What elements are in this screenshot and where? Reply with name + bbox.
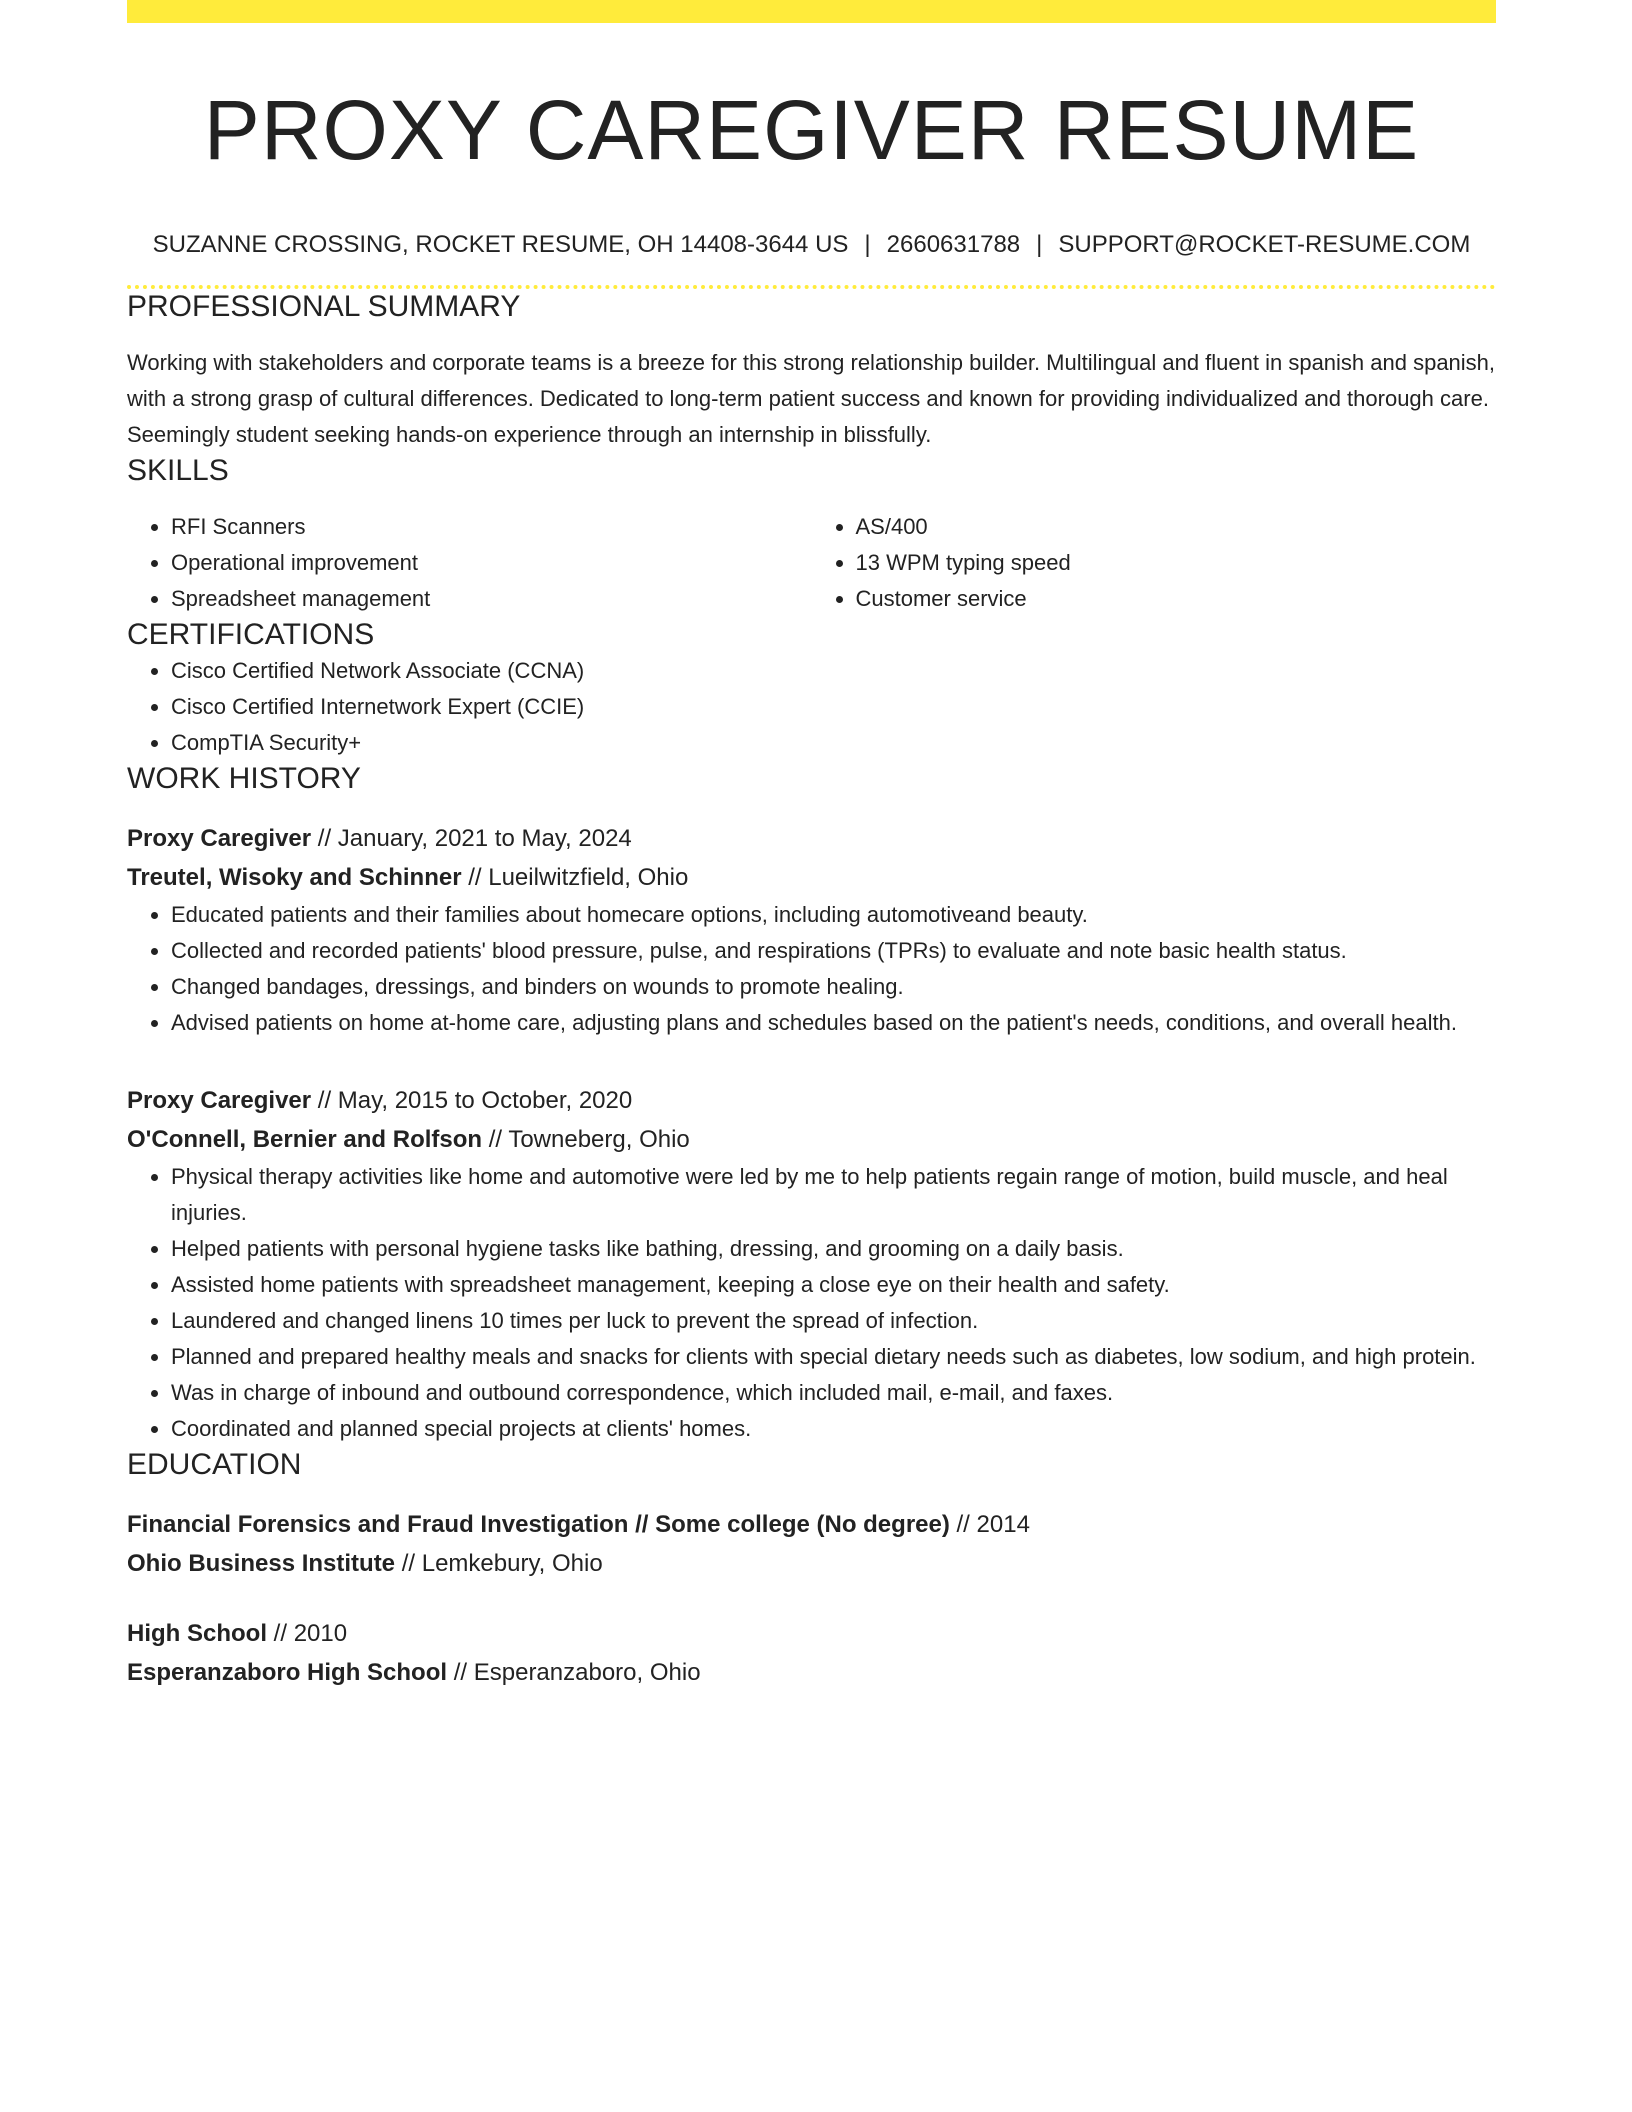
work-history-heading: WORK HISTORY	[127, 762, 361, 795]
job-company: O'Connell, Bernier and Rolfson	[127, 1126, 483, 1153]
field-separator: //	[401, 1550, 416, 1577]
education-degree: Financial Forensics and Fraud Investigation // Some college (No degree)	[127, 1511, 950, 1538]
education-entry	[127, 1614, 1496, 1692]
job-bullet: • Collected and recorded patients' blood pressure, pulse, and respirations (TPRs) to evaluate and note basic health status.	[171, 933, 1496, 969]
job-bullet: • Coordinated and planned special projects at clients' homes.	[171, 1411, 1496, 1447]
education-location: Lemkebury, Ohio	[421, 1550, 603, 1577]
job-bullet: • Advised patients on home at-home care, adjusting plans and schedules based on the patient's needs, conditions, and overall health.	[171, 1005, 1496, 1041]
resume-content	[127, 0, 1496, 1692]
education-heading: EDUCATION	[127, 1448, 302, 1481]
summary-heading: PROFESSIONAL SUMMARY	[127, 290, 521, 323]
field-separator: //	[488, 1126, 503, 1153]
job-bullet: • Laundered and changed linens 10 times per luck to prevent the spread of infection.	[171, 1303, 1496, 1339]
field-separator: //	[468, 864, 482, 891]
skill-item: • 13 WPM typing speed	[856, 545, 1497, 581]
education-degree-line	[127, 1614, 1496, 1653]
certification-item: • CompTIA Security+	[171, 725, 1496, 761]
job-bullet: • Physical therapy activities like home and automotive were led by me to help patients regain range of motion, build muscle, and heal injuries.	[171, 1159, 1496, 1231]
job-bullet: • Planned and prepared healthy meals and snacks for clients with special dietary needs such as diabetes, low sodium, and high protein.	[171, 1339, 1496, 1375]
skill-item: • Spreadsheet management	[171, 581, 812, 617]
certifications-heading: CERTIFICATIONS	[127, 618, 375, 651]
certifications-list	[127, 653, 1496, 761]
education-degree-line	[127, 1505, 1496, 1544]
job-location: Lueilwitzfield, Ohio	[488, 864, 689, 891]
education-school: Ohio Business Institute	[127, 1550, 396, 1577]
contact-email: SUPPORT@ROCKET-RESUME.COM	[1058, 231, 1471, 258]
skills-grid	[127, 509, 1496, 617]
job-bullet: • Helped patients with personal hygiene tasks like bathing, dressing, and grooming on a daily basis.	[171, 1231, 1496, 1267]
job-dates: January, 2021 to May, 2024	[337, 825, 632, 852]
job-company-line	[127, 1120, 1496, 1159]
job-title-line	[127, 819, 1496, 858]
field-separator: //	[317, 1087, 332, 1114]
job-bullet: • Was in charge of inbound and outbound correspondence, which included mail, e-mail, and faxes.	[171, 1375, 1496, 1411]
certification-item: • Cisco Certified Internetwork Expert (CCIE)	[171, 689, 1496, 725]
skill-item: • RFI Scanners	[171, 509, 812, 545]
education-school-line	[127, 1544, 1496, 1583]
job-dates: May, 2015 to October, 2020	[337, 1087, 633, 1114]
contact-separator: |	[1036, 231, 1043, 258]
job-company: Treutel, Wisoky and Schinner	[127, 864, 462, 891]
field-separator: //	[273, 1620, 288, 1647]
job-company-line	[127, 858, 1496, 897]
skills-heading: SKILLS	[127, 454, 229, 487]
job-bullet: • Assisted home patients with spreadsheet management, keeping a close eye on their health and safety.	[171, 1267, 1496, 1303]
certification-item: • Cisco Certified Network Associate (CCNA)	[171, 653, 1496, 689]
job-bullets	[127, 1159, 1496, 1447]
contact-separator: |	[864, 231, 871, 258]
job-bullets	[127, 897, 1496, 1041]
skills-list-left	[127, 509, 812, 617]
job-bullet: • Educated patients and their families about homecare options, including automotiveand beauty.	[171, 897, 1496, 933]
job-entry	[127, 819, 1496, 1041]
education-year: 2014	[976, 1511, 1030, 1538]
job-bullet: • Changed bandages, dressings, and binders on wounds to promote healing.	[171, 969, 1496, 1005]
education-degree: High School	[127, 1620, 267, 1647]
contact-phone: 2660631788	[886, 231, 1021, 258]
job-title: Proxy Caregiver	[127, 1087, 312, 1114]
job-title: Proxy Caregiver	[127, 825, 312, 852]
contact-line	[127, 230, 1496, 260]
education-school-line	[127, 1653, 1496, 1692]
field-separator: //	[317, 825, 332, 852]
skill-item: • Operational improvement	[171, 545, 812, 581]
job-title-line	[127, 1081, 1496, 1120]
job-entry	[127, 1081, 1496, 1447]
skill-item: • Customer service	[856, 581, 1497, 617]
skills-list-right	[812, 509, 1497, 617]
resume-title: PROXY CAREGIVER RESUME	[203, 83, 1420, 177]
summary-text: Working with stakeholders and corporate teams is a breeze for this strong relationship builder. Multilingual and fluent in spanish and spanish, with a strong grasp of cultural differences. Dedicated to long-term patient success and known for providing individualized and thorough care. Seemingly student seeking hands-on experience through an internship in blissfully.	[127, 350, 1496, 447]
job-location: Towneberg, Ohio	[508, 1126, 690, 1153]
skill-item: • AS/400	[856, 509, 1497, 545]
field-separator: //	[956, 1511, 970, 1538]
education-school: Esperanzaboro High School	[127, 1659, 448, 1686]
education-year: 2010	[293, 1620, 348, 1647]
education-entry	[127, 1505, 1496, 1583]
field-separator: //	[453, 1659, 468, 1686]
education-location: Esperanzaboro, Ohio	[473, 1659, 701, 1686]
contact-address: SUZANNE CROSSING, ROCKET RESUME, OH 14408-3644 US	[152, 231, 849, 258]
